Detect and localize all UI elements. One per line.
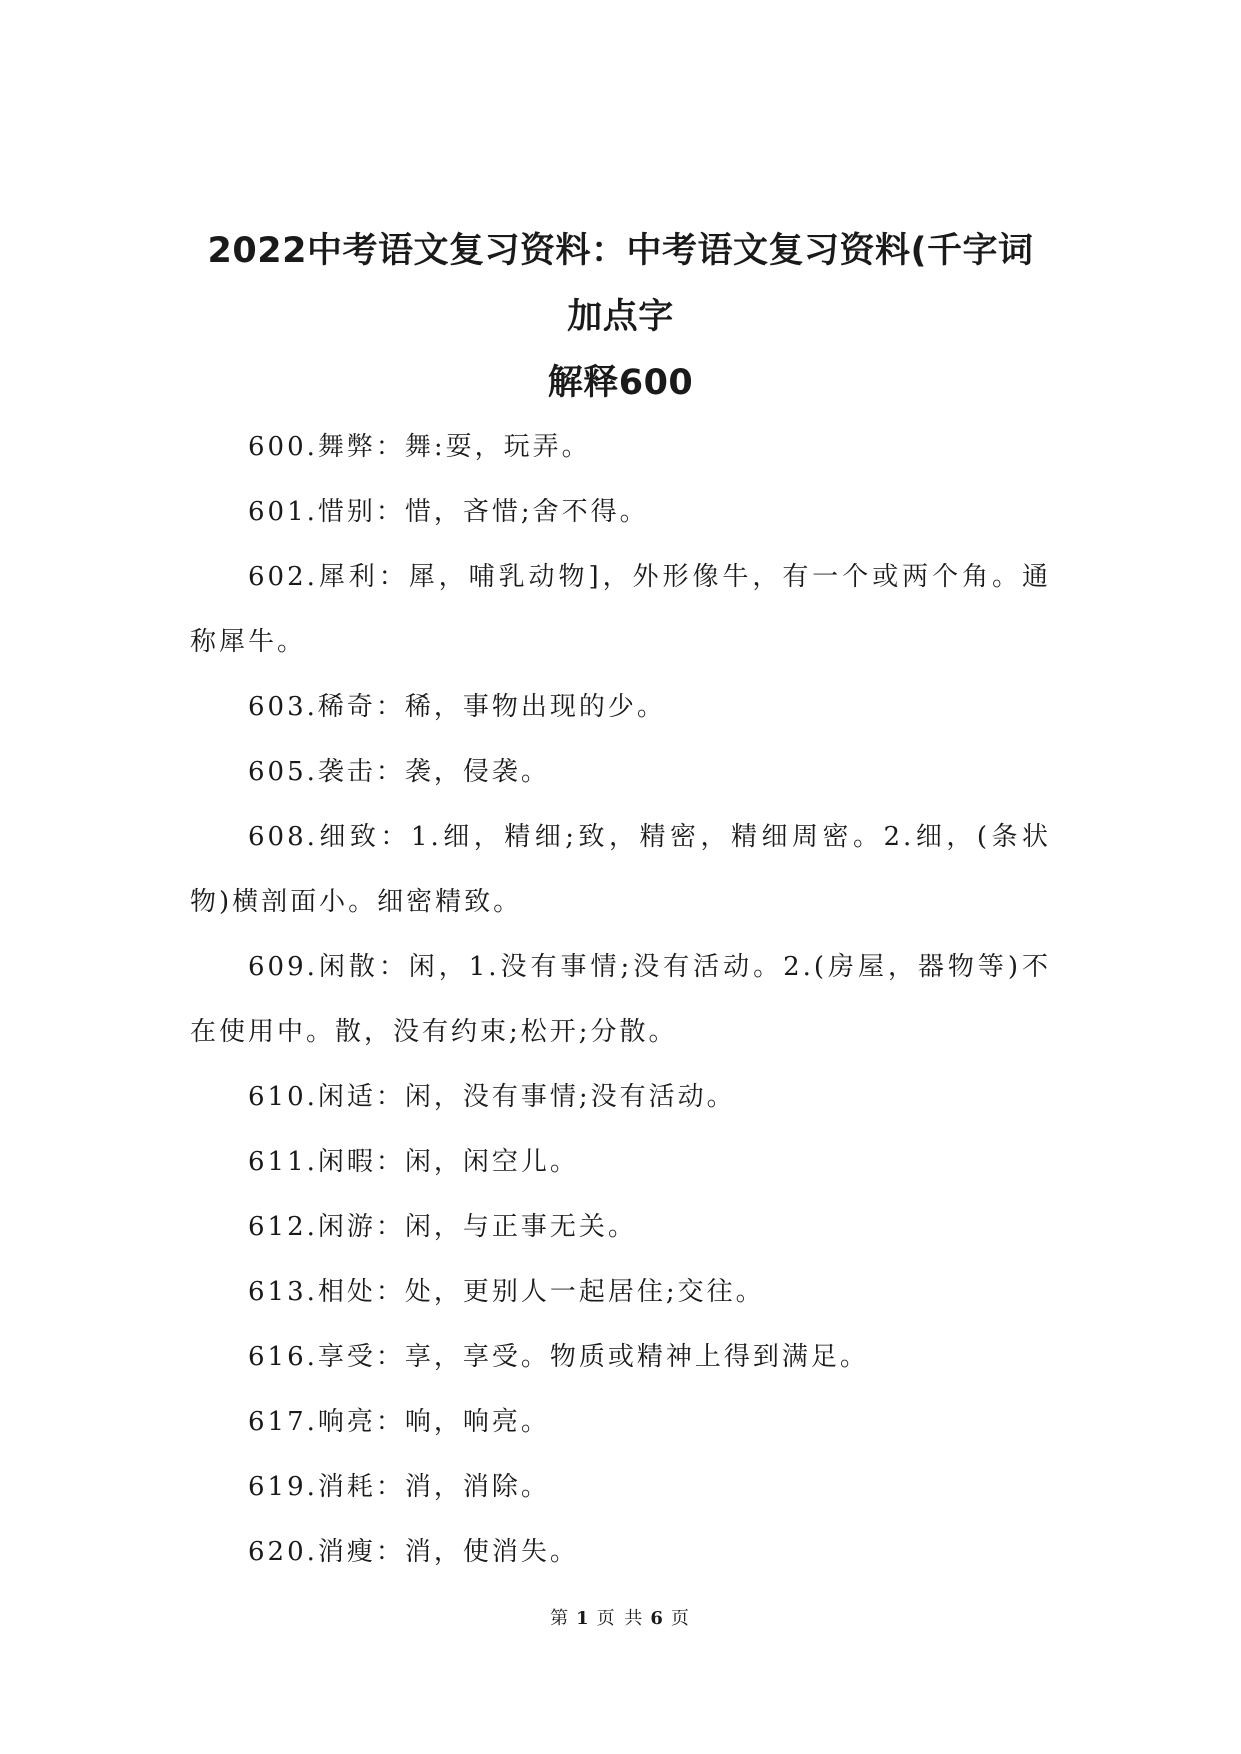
document-title bbox=[190, 218, 1051, 416]
footer-middle: 页 共 bbox=[596, 1608, 645, 1629]
page-footer bbox=[0, 1604, 1241, 1630]
paragraph-602: 602.犀利：犀，哺乳动物]，外形像牛，有一个或两个角。通称犀牛。 bbox=[190, 562, 1051, 657]
paragraph-612: 612.闲游：闲，与正事无关。 bbox=[248, 1212, 637, 1242]
paragraph-616: 616.享受：享，享受。物质或精神上得到满足。 bbox=[248, 1342, 869, 1372]
footer-suffix: 页 bbox=[670, 1608, 691, 1629]
paragraph-608: 608.细致：1.细，精细;致，精密，精细周密。2.细，(条状物)横剖面小。细密精致。 bbox=[190, 822, 1051, 917]
paragraph-610: 610.闲适：闲，没有事情;没有活动。 bbox=[248, 1082, 736, 1112]
paragraph-617: 617.响亮：响，响亮。 bbox=[248, 1407, 550, 1437]
document-body bbox=[190, 415, 1051, 1585]
title-line-1: 2022中考语文复习资料：中考语文复习资料(千字词加点字 bbox=[207, 231, 1034, 337]
current-page-number: 1 bbox=[576, 1608, 591, 1629]
paragraph-611: 611.闲暇：闲，闲空儿。 bbox=[248, 1147, 579, 1177]
footer-prefix: 第 bbox=[550, 1608, 571, 1629]
paragraph-613: 613.相处：处，更别人一起居住;交往。 bbox=[248, 1277, 765, 1307]
paragraph-609: 609.闲散：闲，1.没有事情;没有活动。2.(房屋，器物等)不在使用中。散，没有约束;松开;分散。 bbox=[190, 952, 1051, 1047]
paragraph-605: 605.袭击：袭，侵袭。 bbox=[248, 757, 550, 787]
paragraph-620: 620.消瘦：消，使消失。 bbox=[248, 1537, 579, 1567]
paragraph-619: 619.消耗：消，消除。 bbox=[248, 1472, 550, 1502]
paragraph-601: 601.惜别：惜，吝惜;舍不得。 bbox=[248, 497, 649, 527]
paragraph-600: 600.舞弊：舞:耍，玩弄。 bbox=[248, 432, 591, 462]
paragraph-603: 603.稀奇：稀，事物出现的少。 bbox=[248, 692, 666, 722]
title-line-2: 解释600 bbox=[547, 363, 694, 403]
total-pages-number: 6 bbox=[650, 1608, 665, 1629]
